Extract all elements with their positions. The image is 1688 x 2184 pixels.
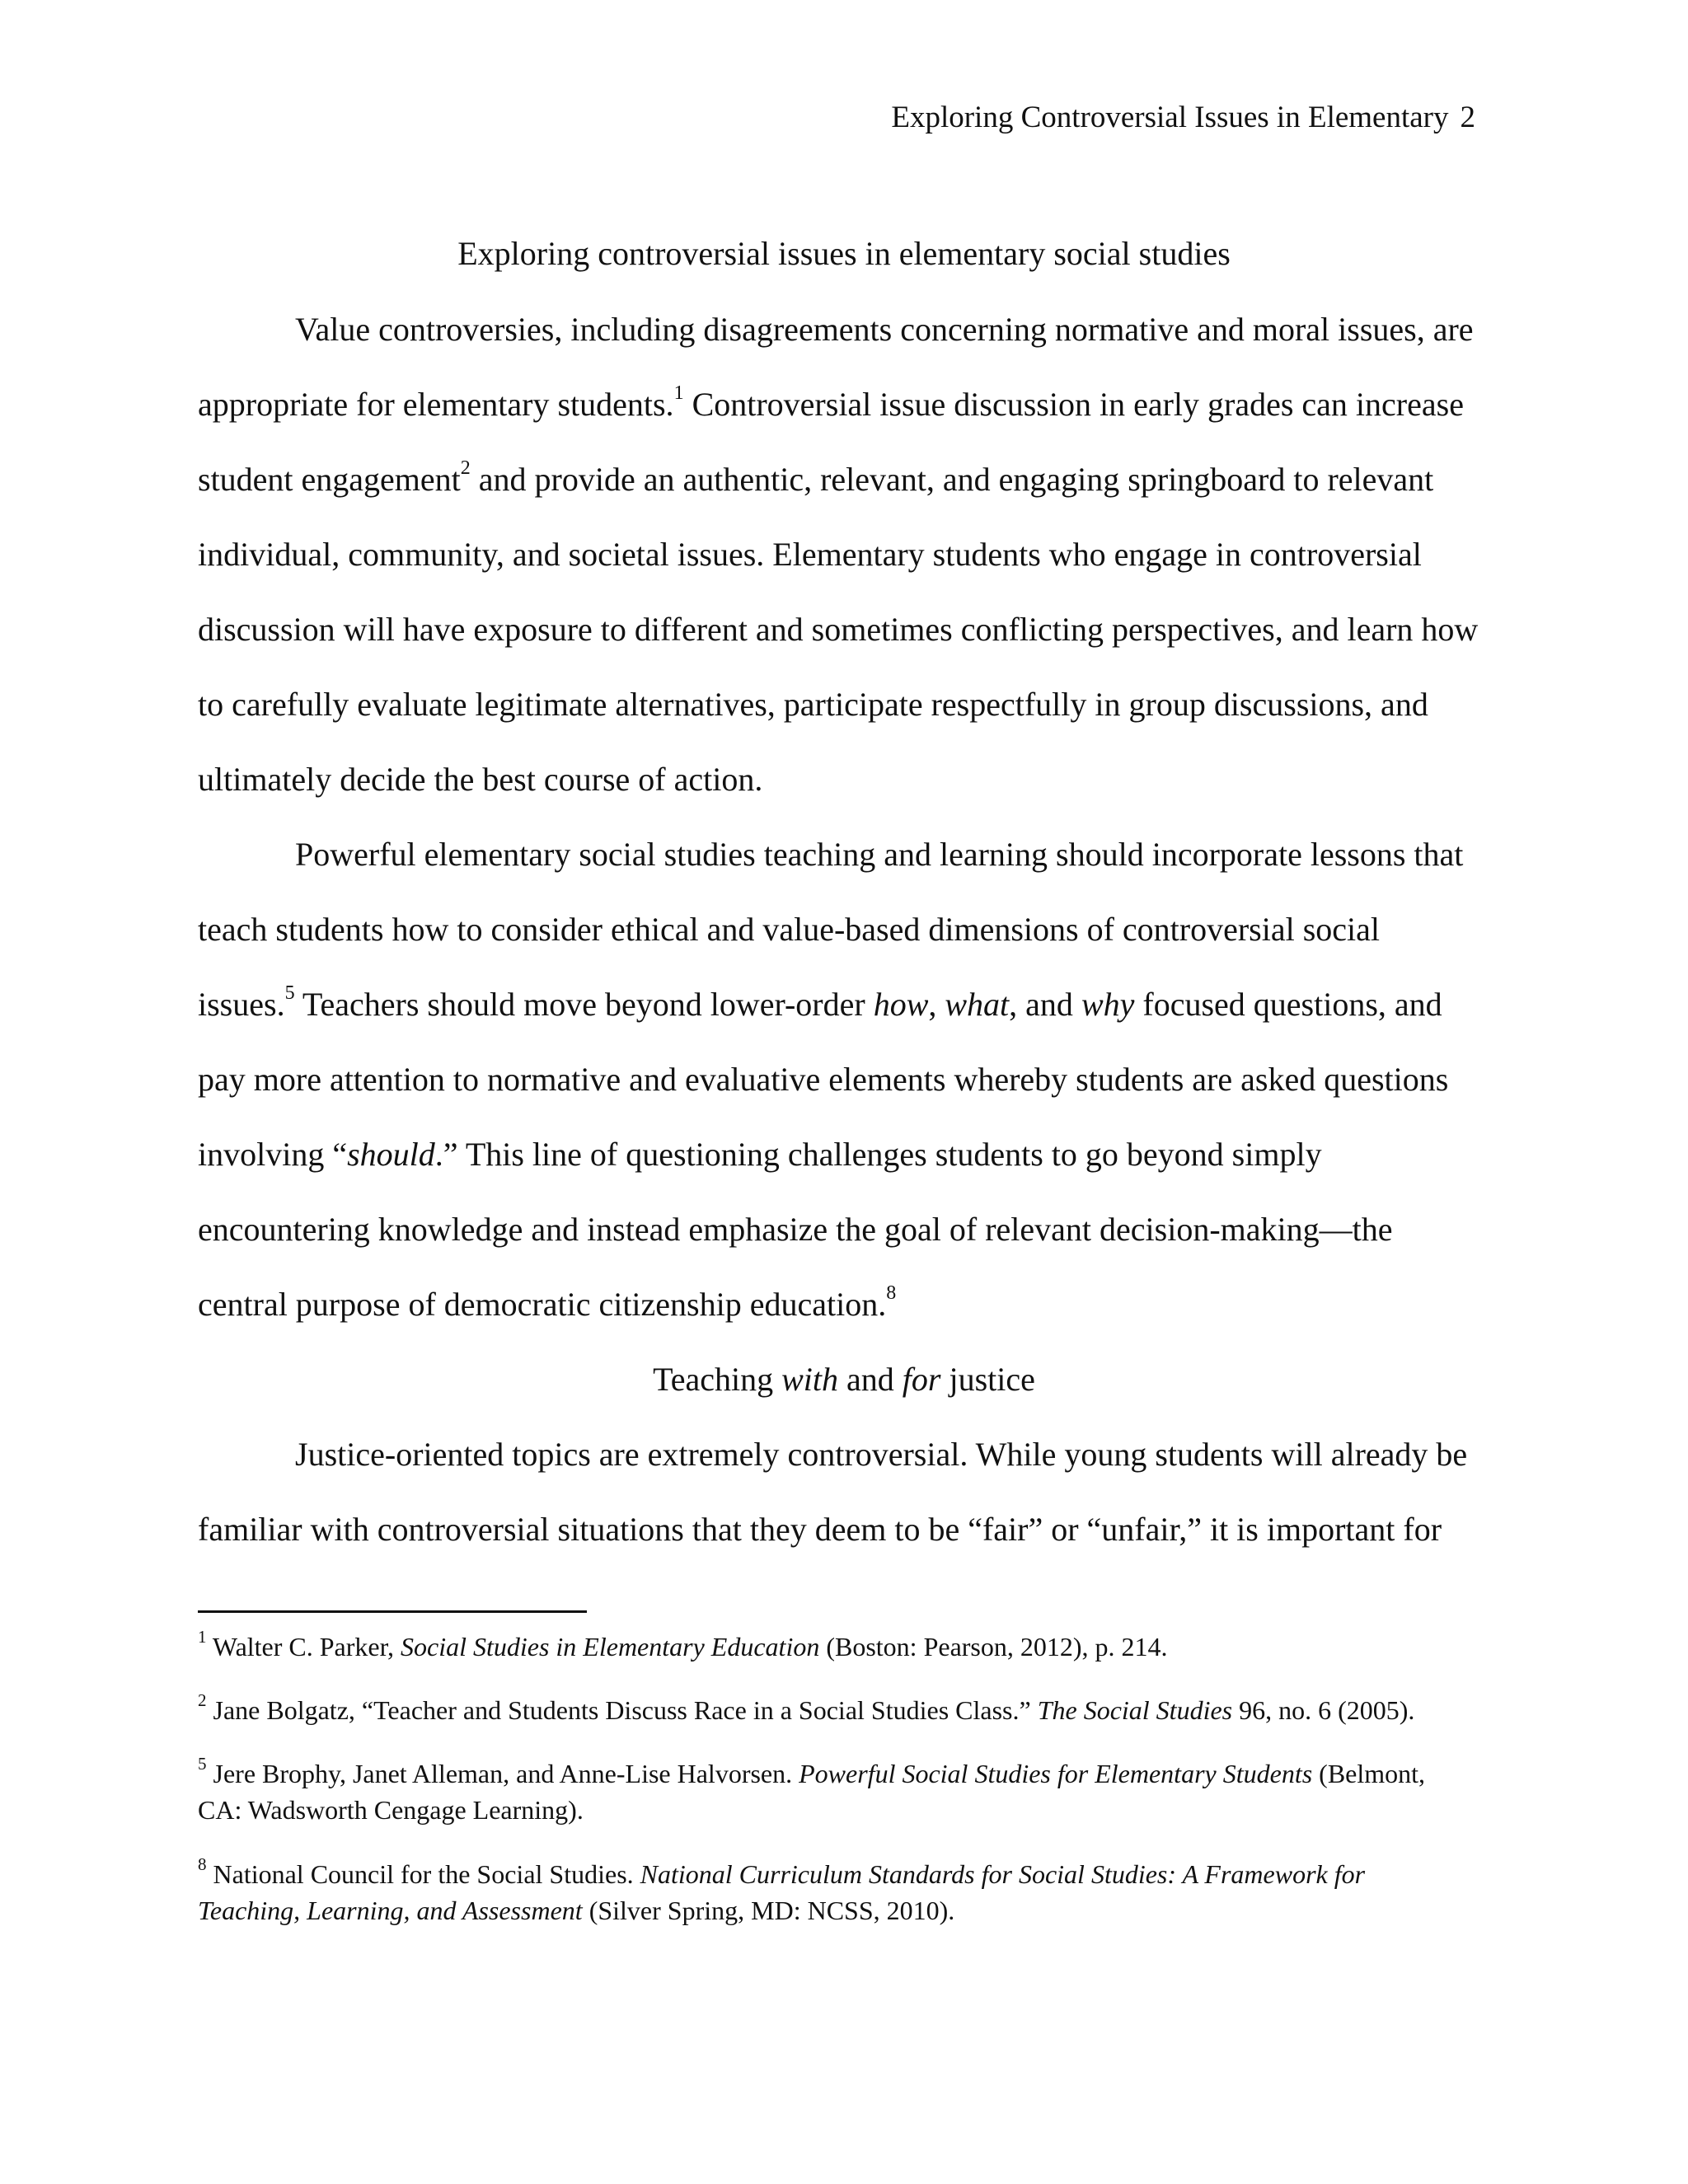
- para2-line4: pay more attention to normative and evaluative elements whereby students are asked questions: [198, 1061, 1449, 1098]
- footnote-2: $^2$ Jane Bolgatz, “Teacher and Students Discuss Race in a Social Studies Class.” The Social Studies 96, no. 6 (2005).: [198, 1690, 1415, 1725]
- section-subheading: Teaching with and for justice: [653, 1361, 1035, 1398]
- document-heading: Exploring controversial issues in elementary social studies: [457, 235, 1231, 272]
- para1-line1: Value controversies, including disagreements concerning normative and moral issues, are: [295, 311, 1474, 348]
- para1-line3: student engagement$^2$ and provide an authentic, relevant, and engaging springboard to relevant: [198, 457, 1434, 498]
- footnote-separator: [198, 1610, 587, 1613]
- para1-line7: ultimately decide the best course of action.: [198, 761, 763, 798]
- running-head: [891, 97, 1475, 138]
- para1-line5: discussion will have exposure to different and sometimes conflicting perspectives, and learn how: [198, 611, 1479, 648]
- page-number: 2: [1460, 101, 1475, 134]
- para3-line1: Justice-oriented topics are extremely controversial. While young students will already be: [295, 1436, 1468, 1473]
- para1-line6: to carefully evaluate legitimate alternatives, participate respectfully in group discussions, and: [198, 686, 1428, 723]
- para2-line3: issues.$^5$ Teachers should move beyond lower-order how, what, and why focused questions, and: [198, 982, 1442, 1023]
- para2-line5: involving “should.” This line of questioning challenges students to go beyond simply: [198, 1136, 1322, 1173]
- footnote-5-line2: CA: Wadsworth Cengage Learning).: [198, 1795, 584, 1825]
- footnote-ref-1: 1: [673, 382, 684, 404]
- footnote-1: $^1$ Walter C. Parker, Social Studies in Elementary Education (Boston: Pearson, 2012), p. 214.: [198, 1627, 1168, 1661]
- para2-line2: teach students how to consider ethical and value-based dimensions of controversial social: [198, 911, 1381, 948]
- footnote-8-line2: Teaching, Learning, and Assessment (Silver Spring, MD: NCSS, 2010).: [198, 1896, 955, 1925]
- footnote-ref-8: 8: [886, 1282, 897, 1304]
- footnote-ref-5: 5: [284, 982, 295, 1004]
- para2-line6: encountering knowledge and instead emphasize the goal of relevant decision-making—the: [198, 1211, 1393, 1248]
- para1-line2: appropriate for elementary students.$^1$ Controversial issue discussion in early grades can increase: [198, 382, 1464, 423]
- footnote-8: $^8$ National Council for the Social Studies. National Curriculum Standards for Social Studies: A Framework for: [198, 1854, 1366, 1889]
- para2-line7: central purpose of democratic citizenship education.$^8$: [198, 1282, 897, 1323]
- footnote-5: $^5$ Jere Brophy, Janet Alleman, and Anne-Lise Halvorsen. Powerful Social Studies for Elementary Students (Belmont,: [198, 1754, 1426, 1788]
- para1-line4: individual, community, and societal issues. Elementary students who engage in controversial: [198, 536, 1422, 573]
- footnote-ref-2: 2: [460, 457, 471, 479]
- running-head-title: Exploring Controversial Issues in Elementary: [891, 101, 1449, 134]
- para2-line1: Powerful elementary social studies teaching and learning should incorporate lessons that: [295, 836, 1464, 873]
- para3-line2: familiar with controversial situations that they deem to be “fair” or “unfair,” it is important for: [198, 1511, 1442, 1548]
